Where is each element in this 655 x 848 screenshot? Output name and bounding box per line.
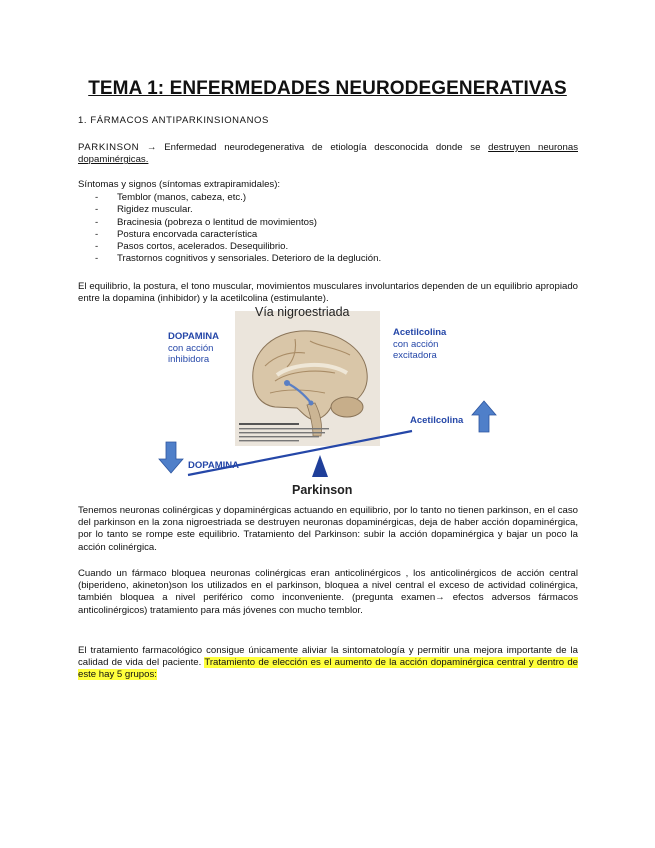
symptoms-heading: Síntomas y signos (síntomas extrapiramidales): (78, 179, 281, 190)
parkinson-definition (78, 142, 578, 166)
list-item: - Bracinesia (pobreza o lentitud de movimientos) (95, 216, 317, 228)
list-item: - Trastornos cognitivos y sensoriales. Deterioro de la deglución. (95, 253, 382, 265)
down-arrow-icon (159, 442, 183, 473)
dopamina-label: DOPAMINA (168, 331, 220, 342)
acetil-sub2: excitadora (393, 350, 437, 361)
dopamina-sub2: inhibidora (168, 354, 210, 365)
farmaco-paragraph: Cuando un fármaco bloquea neuronas colinérgicas eran anticolinérgicos , los anticolinérgicos de acción central (biperideno, akineton)son los utilizados en el parkinson, bloquea a nivel central el exceso de actividad colinérgica, también bloquea a nivel periférico como inconveniente. (pregunta examen→ efectos adversos fármacos anticolinérgicos) tratamiento para más jóvenes con mucho temblor. (78, 568, 578, 616)
brain-title: Vía nigroestriada (255, 305, 350, 319)
acetil-arrow-label: Acetilcolina (410, 415, 464, 426)
parkinson-definition-text: Enfermedad neurodegenerativa de etiología desconocida donde se (164, 142, 481, 153)
acetil-sub1: con acción (393, 338, 439, 350)
balance-figure (150, 305, 510, 500)
tratamiento-text: El tratamiento farmacológico consigue únicamente aliviar la sintomatología y permitir una mejora importante de la calidad de vida del paciente. (78, 645, 578, 669)
list-item: - Pasos cortos, acelerados. Desequilibrio. (95, 241, 289, 253)
list-item: - Temblor (manos, cabeza, etc.) (95, 192, 247, 203)
page-title: TEMA 1: ENFERMEDADES NEURODEGENERATIVAS (88, 78, 567, 99)
up-arrow-icon (472, 401, 496, 432)
neuronas-paragraph: Tenemos neuronas colinérgicas y dopaminérgicas actuando en equilibrio, por lo tanto no tienen parkinson, en el caso del parkinson en la zona nigroestriada se destruyen neuronas dopaminérgicas, deja de haber acción dopaminérgica, por lo tanto se rompe este equilibrio. Tratamiento del Parkinson: subir la acción dopaminérgica y bajar un poco la acción colinérgica. (78, 505, 578, 553)
fulcrum-triangle (312, 455, 328, 477)
tratamiento-highlight: Tratamiento de elección es el aumento de la acción dopaminérgica central y dentro de este hay 5 grupos: (78, 657, 578, 681)
parkinson-term: PARKINSON (78, 142, 140, 153)
equilibrium-paragraph: El equilibrio, la postura, el tono muscular, movimientos musculares involuntarios dependen de un equilibrio apropiado entre la dopamina (inhibidor) y la acetilcolina (estimulante). (78, 281, 578, 305)
dopamina-arrow-label: DOPAMINA (188, 460, 240, 471)
dopamina-sub1: con acción (168, 342, 214, 354)
parkinson-label: Parkinson (292, 483, 353, 497)
tratamiento-paragraph (78, 645, 578, 682)
acetil-label: Acetilcolina (393, 327, 447, 338)
parkinson-definition-underlined: destruyen neuronas dopaminérgicas. (78, 142, 578, 166)
section-heading: 1. FÁRMACOS ANTIPARKINSIONANOS (78, 115, 269, 126)
symptoms-list (95, 192, 381, 266)
list-item: - Postura encorvada característica (95, 228, 258, 240)
arrow-symbol: → (146, 142, 157, 153)
list-item: - Rigidez muscular. (95, 204, 193, 216)
